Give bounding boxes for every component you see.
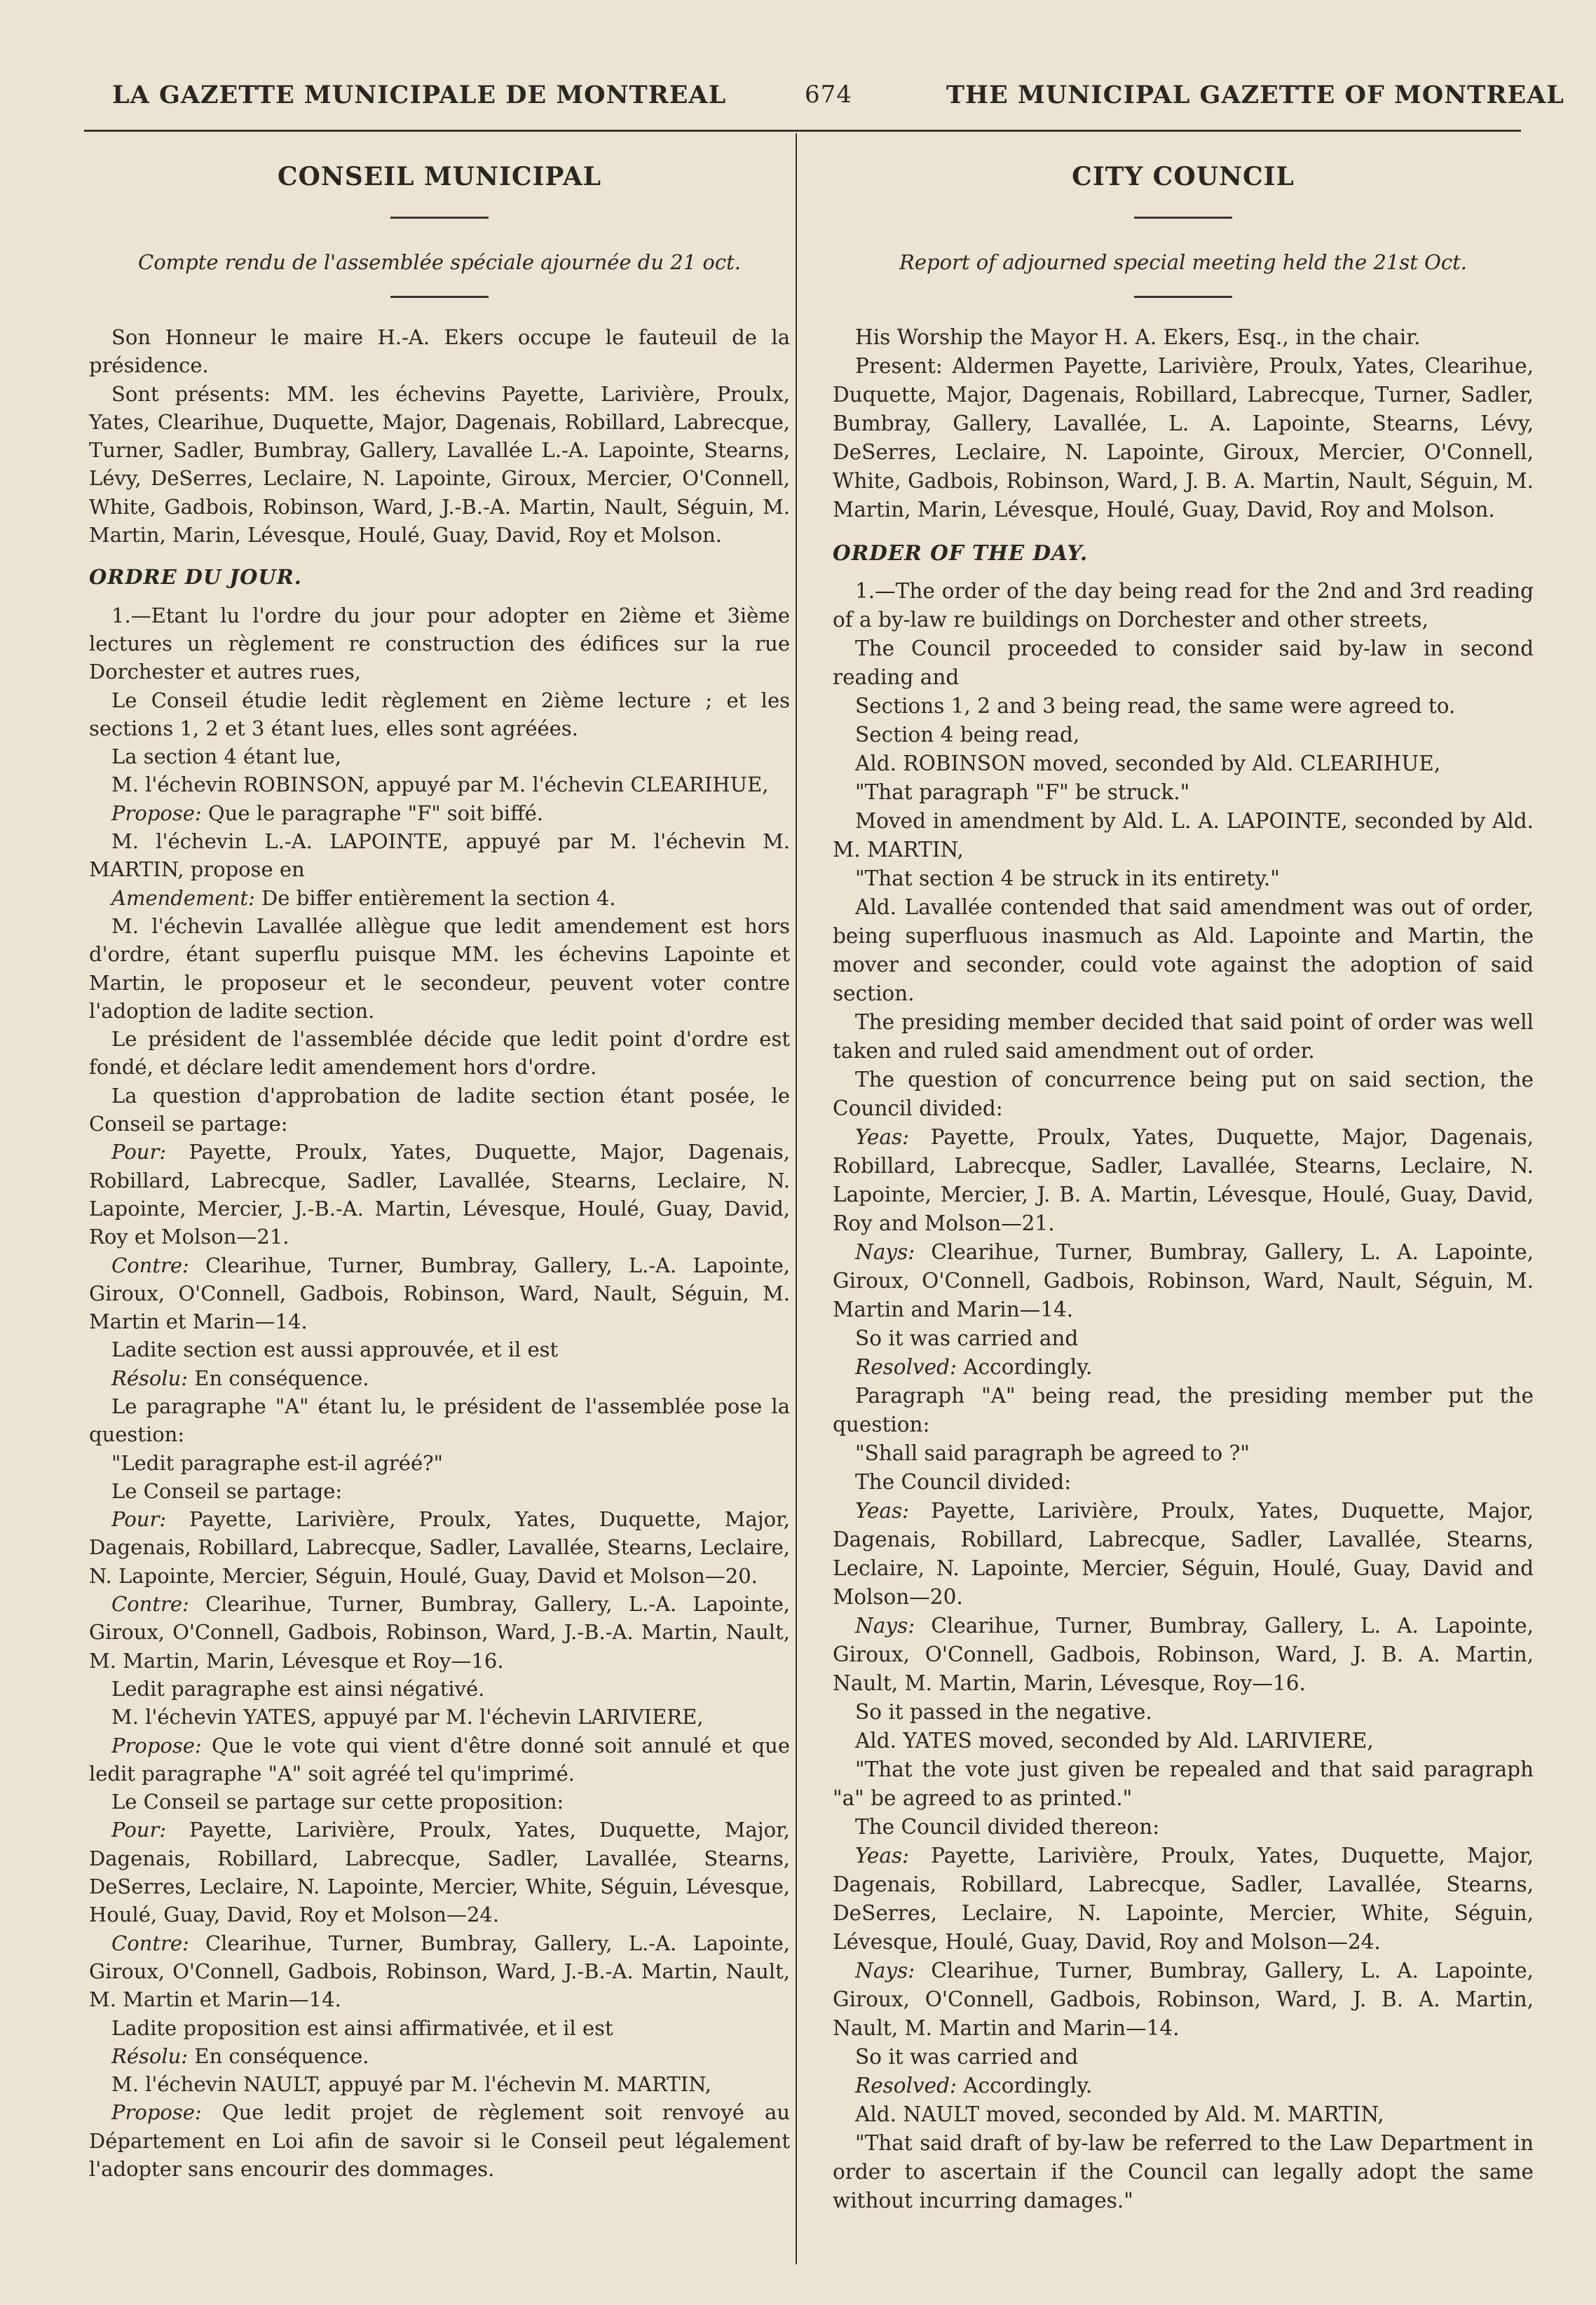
english-chair: His Worship the Mayor H. A. Ekers, Esq., in the chair. <box>855 325 1421 349</box>
paragraph-text: "That paragraph "F" be struck." <box>855 780 1190 804</box>
paragraph-label: Pour: <box>111 1140 167 1164</box>
minutes-paragraph <box>89 686 790 743</box>
paragraph-text: 1.—Etant lu l'ordre du jour pour adopter en 2ième et 3ième lectures un règlement re construction des édifices sur la rue Dorchester et autres rues, <box>89 603 790 684</box>
paragraph-text: "That said draft of by-law be referred to the Law Department in order to ascertain if the Council can legally adopt the same without incurring damages." <box>833 2131 1534 2212</box>
paragraph-text: Le Conseil se partage sur cette proposition: <box>111 1790 564 1814</box>
minutes-paragraph <box>89 827 790 884</box>
paragraph-label: Propose: <box>111 801 202 825</box>
french-presidency: Son Honneur le maire H.-A. Ekers occupe le fauteuil de la présidence. <box>89 325 790 378</box>
paragraph-text: Le Conseil étudie ledit règlement en 2ième lecture ; et les sections 1, 2 et 3 étant lues, elles sont agréées. <box>89 688 790 740</box>
paragraph-label: Contre: <box>111 1253 189 1277</box>
paragraph-label: Nays: <box>855 1959 915 1983</box>
paragraph-text: Que ledit projet de règlement soit renvoyé au Département en Loi afin de savoir si le Conseil peut légalement l'adopter sans encourir des dommages. <box>89 2100 790 2181</box>
paragraph-label: Yeas: <box>855 1499 910 1523</box>
minutes-paragraph <box>833 1468 1534 1497</box>
minutes-paragraph <box>89 1138 790 1251</box>
paragraph-text: The Council divided thereon: <box>855 1815 1160 1839</box>
minutes-paragraph <box>833 1439 1534 1468</box>
paragraph-text: Payette, Proulx, Yates, Duquette, Major, Dagenais, Robillard, Labrecque, Sadler, Lavallée, Stearns, Leclaire, N. Lapointe, Mercier, J.-B.-A. Martin, Lévesque, Houlé, Guay, David, Roy et Molson—21. <box>89 1140 791 1249</box>
column-divider <box>796 133 797 2264</box>
paragraph-text: The Council divided: <box>855 1470 1072 1494</box>
paragraph-text: 1.—The order of the day being read for the 2nd and 3rd reading of a by-law re buildings on Dorchester and other streets, <box>833 579 1534 632</box>
french-subtitle: Compte rendu de l'assemblée spéciale ajournée du 21 oct. <box>138 250 741 274</box>
minutes-paragraph <box>89 884 790 912</box>
french-attendance: Sont présents: MM. les échevins Payette, Larivière, Proulx, Yates, Clearihue, Duquette, Major, Dagenais, Robillard, Labrecque, Turner, Sadler, Bumbray, Gallery, Lavallée L.-A. Lapointe, Stearns, Lévy, DeSerres, Leclaire, N. Lapointe, Giroux, Mercier, O'Connell, White, Gadbois, Robinson, Ward, J.-B.-A. Martin, Nault, Séguin, M. Martin, Marin, Lévesque, Houlé, Guay, David, Roy et Molson. <box>89 381 790 548</box>
paragraph-text: Ald. YATES moved, seconded by Ald. LARIVIERE, <box>855 1729 1374 1753</box>
subtitle-rule <box>1134 296 1232 298</box>
paragraph-text: Section 4 being read, <box>855 723 1080 747</box>
paragraph-text: Moved in amendment by Ald. L. A. LAPOINTE, seconded by Ald. M. MARTIN, <box>833 809 1534 862</box>
paragraph-label: Propose: <box>111 2100 202 2125</box>
french-column <box>89 158 790 2183</box>
minutes-paragraph <box>833 2072 1534 2100</box>
paragraph-text: Le président de l'assemblée décide que ledit point d'ordre est fondé, et déclare ledit amendement hors d'ordre. <box>89 1027 790 1080</box>
paragraph-text: So it passed in the negative. <box>855 1700 1152 1724</box>
paragraph-text: Ladite section est aussi approuvée, et il est <box>111 1338 559 1362</box>
minutes-paragraph <box>833 1066 1534 1123</box>
paragraph-text: Payette, Proulx, Yates, Duquette, Major, Dagenais, Robillard, Labrecque, Sadler, Lavallée, Stearns, Leclaire, N. Lapointe, Mercier, J. B. A. Martin, Lévesque, Houlé, Guay, David, Roy and Molson—21. <box>833 1125 1534 1235</box>
minutes-paragraph <box>833 2129 1534 2215</box>
minutes-paragraph <box>833 1008 1534 1066</box>
paragraph-label: Propose: <box>111 1733 202 1757</box>
paragraph-text: "That the vote just given be repealed and that said paragraph "a" be agreed to as printed." <box>833 1757 1534 1810</box>
minutes-paragraph <box>833 1123 1534 1238</box>
minutes-paragraph <box>89 912 790 1025</box>
minutes-paragraph <box>89 601 790 686</box>
header-rule <box>84 130 1521 132</box>
minutes-paragraph <box>833 1842 1534 1957</box>
paragraph-text: Ladite proposition est ainsi affirmativée, et il est <box>111 2015 613 2040</box>
paragraph-text: Ald. ROBINSON moved, seconded by Ald. CLEARIHUE, <box>855 752 1441 775</box>
paragraph-text: Ald. NAULT moved, seconded by Ald. M. MARTIN, <box>855 2102 1384 2126</box>
paragraph-text: "That section 4 be struck in its entirety." <box>855 866 1280 890</box>
paragraph-label: Yeas: <box>855 1844 910 1868</box>
paragraph-label: Pour: <box>111 1818 167 1842</box>
paragraph-text: Payette, Larivière, Proulx, Yates, Duquette, Major, Dagenais, Robillard, Labrecque, Sadler, Lavallée, Stearns, DeSerres, Leclaire, N. Lapointe, Mercier, White, Séguin, Lévesque, Houlé, Guay, David, Roy and Molson—24. <box>833 1844 1534 1954</box>
paragraph-text: La question d'approbation de ladite section étant posée, le Conseil se partage: <box>89 1083 790 1136</box>
english-column <box>833 158 1534 2215</box>
paragraph-text: La section 4 étant lue, <box>111 744 341 769</box>
minutes-paragraph <box>833 778 1534 807</box>
running-header-english: THE MUNICIPAL GAZETTE OF MONTREAL <box>946 81 1564 109</box>
paragraph-text: Payette, Larivière, Proulx, Yates, Duquette, Major, Dagenais, Robillard, Labrecque, Sadler, Lavallée, Stearns, Leclaire, N. Lapointe, Mercier, Séguin, Houlé, Guay, David and Molson—20. <box>833 1499 1534 1609</box>
paragraph-text: "Shall said paragraph be agreed to ?" <box>855 1441 1250 1465</box>
minutes-paragraph <box>89 2098 790 2183</box>
paragraph-text: En conséquence. <box>194 1366 369 1390</box>
paragraph-text: Payette, Larivière, Proulx, Yates, Duquette, Major, Dagenais, Robillard, Labrecque, Sadler, Lavallée, Stearns, Leclaire, N. Lapointe, Mercier, Séguin, Houlé, Guay, David et Molson—20. <box>89 1507 790 1588</box>
english-attendance: Present: Aldermen Payette, Larivière, Proulx, Yates, Clearihue, Duquette, Major, Dagenais, Robillard, Labrecque, Turner, Sadler, Bumbray, Gallery, Lavallée, L. A. Lapointe, Stearns, Lévy, DeSerres, Leclaire, N. Lapointe, Giroux, Mercier, O'Connell, White, Gadbois, Robinson, Ward, J. B. A. Martin, Nault, Séguin, M. Martin, Marin, Lévesque, Houlé, Guay, David, Roy and Molson. <box>833 354 1534 522</box>
english-minutes-body <box>833 577 1534 2215</box>
minutes-paragraph <box>833 1755 1534 1813</box>
english-section-heading: ORDER OF THE DAY. <box>833 540 1089 565</box>
paragraph-text: En conséquence. <box>194 2044 369 2068</box>
paragraph-text: Sections 1, 2 and 3 being read, the same were agreed to. <box>855 694 1456 718</box>
paragraph-text: Ald. Lavallée contended that said amendment was out of order, being superfluous inasmuch as Ald. Lapointe and Martin, the mover and seconder, could vote against the adoption of said section. <box>833 895 1534 1005</box>
minutes-paragraph <box>89 2014 790 2042</box>
paragraph-text: Ledit paragraphe est ainsi négativé. <box>111 1676 485 1701</box>
minutes-paragraph <box>89 1364 790 1392</box>
paragraph-text: The question of concurrence being put on said section, the Council divided: <box>833 1068 1534 1120</box>
paragraph-label: Nays: <box>855 1240 915 1264</box>
paragraph-label: Resolved: <box>855 1355 957 1379</box>
paragraph-text: Paragraph "A" being read, the presiding member put the question: <box>833 1384 1534 1436</box>
paragraph-text: Que le vote qui vient d'être donné soit annulé et que ledit paragraphe "A" soit agréé tel qu'imprimé. <box>89 1733 790 1786</box>
minutes-paragraph <box>833 2043 1534 2072</box>
paragraph-text: Accordingly. <box>963 2074 1093 2097</box>
paragraph-text: The Council proceeded to consider said by-law in second reading and <box>833 637 1534 689</box>
minutes-paragraph <box>833 864 1534 893</box>
minutes-paragraph <box>89 742 790 770</box>
minutes-paragraph <box>89 1788 790 1816</box>
paragraph-label: Contre: <box>111 1931 189 1955</box>
minutes-paragraph <box>833 1612 1534 1698</box>
paragraph-text: Le Conseil se partage: <box>111 1478 343 1503</box>
minutes-paragraph <box>833 1324 1534 1353</box>
minutes-paragraph <box>89 1732 790 1788</box>
paragraph-text: Le paragraphe "A" étant lu, le président de l'assemblée pose la question: <box>89 1394 790 1447</box>
minutes-paragraph <box>89 1703 790 1731</box>
paragraph-text: M. l'échevin YATES, appuyé par M. l'échevin LARIVIERE, <box>111 1705 704 1729</box>
minutes-paragraph <box>89 1335 790 1364</box>
paragraph-label: Contre: <box>111 1592 189 1617</box>
minutes-paragraph <box>89 799 790 827</box>
minutes-paragraph <box>833 634 1534 692</box>
minutes-paragraph <box>833 1497 1534 1612</box>
minutes-paragraph <box>833 1238 1534 1324</box>
minutes-paragraph <box>833 1698 1534 1727</box>
paragraph-text: Clearihue, Turner, Bumbray, Gallery, L. A. Lapointe, Giroux, O'Connell, Gadbois, Robinson, Ward, Nault, Séguin, M. Martin and Marin—14. <box>833 1240 1534 1321</box>
minutes-paragraph <box>89 2070 790 2098</box>
paragraph-text: Clearihue, Turner, Bumbray, Gallery, L.-A. Lapointe, Giroux, O'Connell, Gadbois, Robinson, Ward, J.-B.-A. Martin, Nault, M. Martin, Marin, Lévesque et Roy—16. <box>89 1592 790 1673</box>
minutes-paragraph <box>833 1813 1534 1842</box>
minutes-paragraph <box>833 721 1534 749</box>
minutes-paragraph <box>89 1929 790 2014</box>
minutes-paragraph <box>833 2100 1534 2129</box>
paragraph-text: M. l'échevin NAULT, appuyé par M. l'échevin M. MARTIN, <box>111 2072 711 2097</box>
minutes-paragraph <box>89 1477 790 1505</box>
paragraph-text: Clearihue, Turner, Bumbray, Gallery, L. A. Lapointe, Giroux, O'Connell, Gadbois, Robinson, Ward, J. B. A. Martin, Nault, M. Martin and Marin—14. <box>833 1959 1534 2040</box>
minutes-paragraph <box>833 1382 1534 1439</box>
paragraph-label: Résolu: <box>111 1366 189 1390</box>
paragraph-label: Resolved: <box>855 2074 957 2097</box>
minutes-paragraph <box>89 1082 790 1138</box>
minutes-paragraph <box>89 1025 790 1082</box>
paragraph-text: Clearihue, Turner, Bumbray, Gallery, L. A. Lapointe, Giroux, O'Connell, Gadbois, Robinson, Ward, J. B. A. Martin, Nault, M. Martin, Marin, Lévesque, Roy—16. <box>833 1614 1534 1695</box>
minutes-paragraph <box>833 893 1534 1008</box>
paragraph-text: M. l'échevin Lavallée allègue que ledit amendement est hors d'ordre, étant superflu puisque MM. les échevins Lapointe et Martin, le proposeur et le secondeur, peuvent voter contre l'adoption de ladite section. <box>89 913 790 1023</box>
minutes-paragraph <box>833 1957 1534 2043</box>
minutes-paragraph <box>89 1505 790 1590</box>
paragraph-text: So it was carried and <box>855 2045 1079 2069</box>
paragraph-text: Clearihue, Turner, Bumbray, Gallery, L.-A. Lapointe, Giroux, O'Connell, Gadbois, Robinson, Ward, Nault, Séguin, M. Martin et Marin—14. <box>89 1253 790 1334</box>
french-section-heading: ORDRE DU JOUR. <box>89 565 302 590</box>
title-rule <box>1134 217 1232 219</box>
paragraph-text: "Ledit paragraphe est-il agréé?" <box>111 1450 444 1475</box>
minutes-paragraph <box>833 577 1534 634</box>
minutes-paragraph <box>89 1590 790 1675</box>
paragraph-text: De biffer entièrement la section 4. <box>261 885 616 910</box>
paragraph-text: M. l'échevin L.-A. LAPOINTE, appuyé par M. l'échevin M. MARTIN, propose en <box>89 829 790 882</box>
minutes-paragraph <box>89 770 790 798</box>
minutes-paragraph <box>89 1392 790 1449</box>
minutes-paragraph <box>89 1251 790 1336</box>
paragraph-text: Que le paragraphe "F" soit biffé. <box>207 801 544 825</box>
french-title: CONSEIL MUNICIPAL <box>277 162 602 191</box>
paragraph-text: So it was carried and <box>855 1326 1079 1350</box>
paragraph-label: Nays: <box>855 1614 915 1638</box>
subtitle-rule <box>390 296 489 298</box>
paragraph-label: Résolu: <box>111 2044 189 2068</box>
french-minutes-body <box>89 601 790 2184</box>
minutes-paragraph <box>89 1816 790 1929</box>
paragraph-text: M. l'échevin ROBINSON, appuyé par M. l'échevin CLEARIHUE, <box>111 773 769 797</box>
paragraph-text: Payette, Larivière, Proulx, Yates, Duquette, Major, Dagenais, Robillard, Labrecque, Sadler, Lavallée, Stearns, DeSerres, Leclaire, N. Lapointe, Mercier, White, Séguin, Lévesque, Houlé, Guay, David, Roy et Molson—24. <box>89 1818 790 1927</box>
minutes-paragraph <box>89 2042 790 2070</box>
minutes-paragraph <box>833 1727 1534 1755</box>
minutes-paragraph <box>833 807 1534 864</box>
title-rule <box>390 217 489 219</box>
paragraph-label: Pour: <box>111 1507 167 1532</box>
minutes-paragraph <box>89 1449 790 1477</box>
english-title: CITY COUNCIL <box>1072 162 1295 191</box>
paragraph-text: The presiding member decided that said point of order was well taken and ruled said amendment out of order. <box>833 1010 1534 1063</box>
english-subtitle: Report of adjourned special meeting held the 21st Oct. <box>899 250 1467 274</box>
paragraph-label: Amendement: <box>111 885 255 910</box>
minutes-paragraph <box>833 749 1534 778</box>
running-header-french: LA GAZETTE MUNICIPALE DE MONTREAL <box>112 81 727 109</box>
minutes-paragraph <box>833 692 1534 721</box>
paragraph-text: Clearihue, Turner, Bumbray, Gallery, L.-A. Lapointe, Giroux, O'Connell, Gadbois, Robinson, Ward, J.-B.-A. Martin, Nault, M. Martin et Marin—14. <box>89 1931 790 2012</box>
paragraph-label: Yeas: <box>855 1125 910 1149</box>
paragraph-text: Accordingly. <box>963 1355 1093 1379</box>
minutes-paragraph <box>833 1353 1534 1382</box>
minutes-paragraph <box>89 1675 790 1703</box>
page-number: 674 <box>805 81 852 109</box>
